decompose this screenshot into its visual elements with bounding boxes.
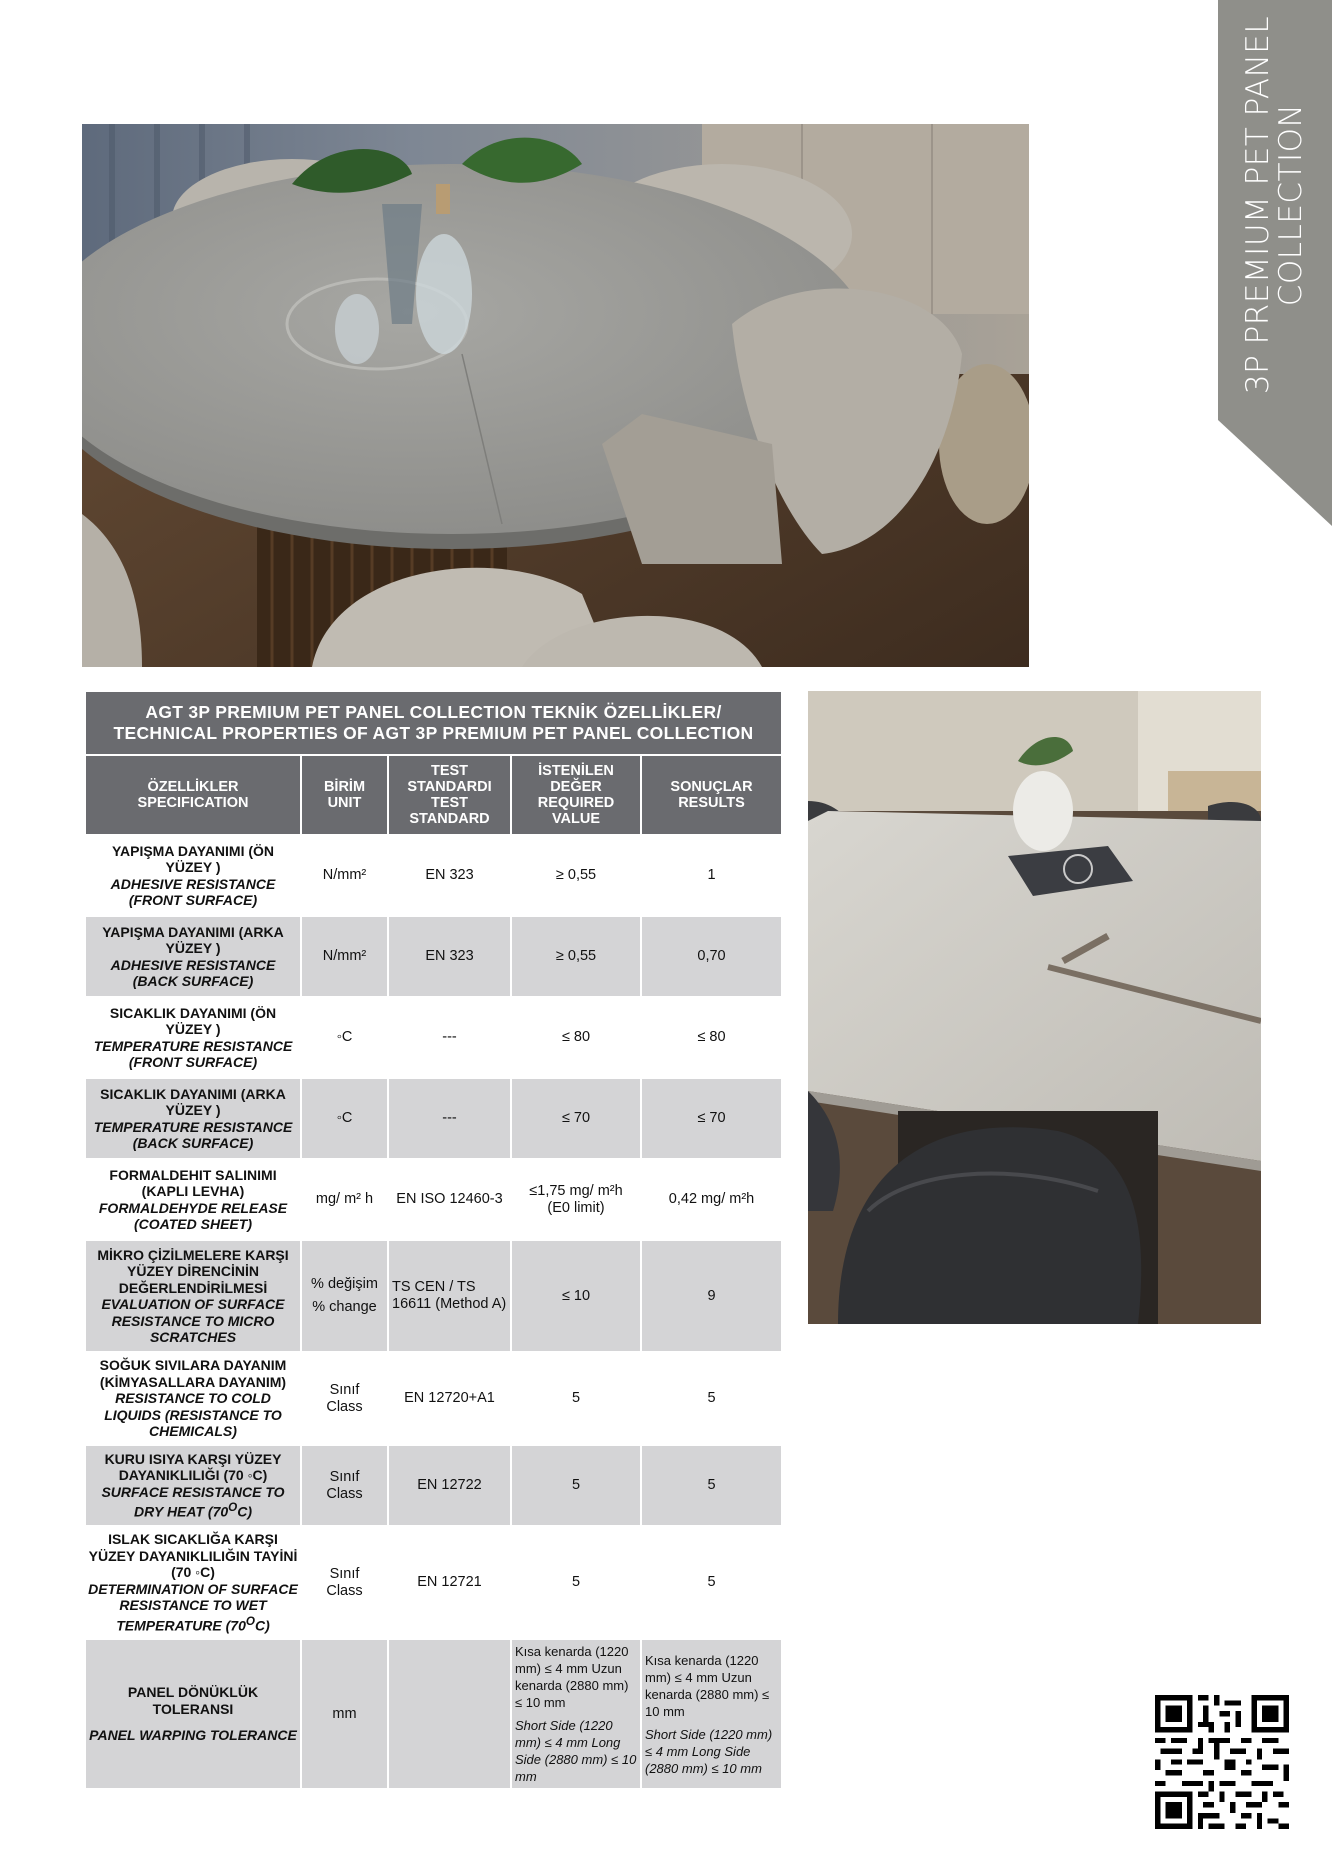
required-cell: ≤ 70 <box>511 1078 641 1159</box>
standard-cell: EN 12721 <box>388 1526 511 1639</box>
result-cell: Kısa kenarda (1220 mm) ≤ 4 mm Uzun kenarda (2880 mm) ≤ 10 mm Short Side (1220 mm) ≤ 4 mm Long Side (2880 mm) ≤ 10 mm <box>641 1639 782 1789</box>
unit-cell: % değişim % change <box>301 1240 388 1352</box>
table-title <box>85 691 782 755</box>
table-row <box>85 916 782 997</box>
spec-cell: SICAKLIK DAYANIMI (ARKA YÜZEY ) TEMPERATURE RESISTANCE (BACK SURFACE) <box>85 1078 301 1159</box>
unit-cell: Sınıf Class <box>301 1445 388 1526</box>
required-cell: 5 <box>511 1526 641 1639</box>
unit-cell: ◦C <box>301 997 388 1078</box>
table-row <box>85 835 782 916</box>
col-header-required-value: İSTENİLEN DEĞER REQUIRED VALUE <box>511 755 641 835</box>
result-cell: 1 <box>641 835 782 916</box>
collection-tab-line1: 3P PREMIUM PET PANEL <box>1240 15 1276 395</box>
table-row <box>85 1159 782 1240</box>
spec-cell: YAPIŞMA DAYANIMI (ÖN YÜZEY ) ADHESIVE RESISTANCE (FRONT SURFACE) <box>85 835 301 916</box>
collection-tab-label <box>1218 0 1332 420</box>
standard-cell: TS CEN / TS 16611 (Method A) <box>388 1240 511 1352</box>
required-cell: ≤ 10 <box>511 1240 641 1352</box>
standard-cell: --- <box>388 1078 511 1159</box>
col-header-unit: BİRİM UNIT <box>301 755 388 835</box>
result-cell: 9 <box>641 1240 782 1352</box>
spec-cell: FORMALDEHIT SALINIMI (KAPLI LEVHA) FORMALDEHYDE RELEASE (COATED SHEET) <box>85 1159 301 1240</box>
table-row <box>85 1526 782 1639</box>
unit-cell: ◦C <box>301 1078 388 1159</box>
result-cell: 0,42 mg/ m²h <box>641 1159 782 1240</box>
standard-cell: EN 323 <box>388 916 511 997</box>
standard-cell: EN ISO 12460-3 <box>388 1159 511 1240</box>
required-cell: ≥ 0,55 <box>511 916 641 997</box>
table-row <box>85 1639 782 1789</box>
required-cell: 5 <box>511 1352 641 1445</box>
spec-cell: YAPIŞMA DAYANIMI (ARKA YÜZEY ) ADHESIVE RESISTANCE (BACK SURFACE) <box>85 916 301 997</box>
required-cell: ≥ 0,55 <box>511 835 641 916</box>
standard-cell <box>388 1639 511 1789</box>
qr-code[interactable] <box>1155 1695 1289 1829</box>
collection-tab-line2: COLLECTION <box>1273 103 1309 307</box>
col-header-results: SONUÇLAR RESULTS <box>641 755 782 835</box>
spec-cell: ISLAK SICAKLIĞA KARŞI YÜZEY DAYANIKLILIĞIN TAYİNİ (70 ◦C) DETERMINATION OF SURFACE RESISTANCE TO WET TEMPERATURE $(70^OC)$ <box>85 1526 301 1639</box>
result-cell: ≤ 70 <box>641 1078 782 1159</box>
unit-cell: mm <box>301 1639 388 1789</box>
unit-cell: N/mm² <box>301 835 388 916</box>
result-cell: 5 <box>641 1352 782 1445</box>
table-row <box>85 1240 782 1352</box>
required-cell: ≤ 80 <box>511 997 641 1078</box>
standard-cell: EN 12720+A1 <box>388 1352 511 1445</box>
spec-cell: MİKRO ÇİZİLMELERE KARŞI YÜZEY DİRENCİNİN DEĞERLENDİRİLMESİ EVALUATION OF SURFACE RESISTANCE TO MICRO SCRATCHES <box>85 1240 301 1352</box>
required-cell: ≤1,75 mg/ m²h (E0 limit) <box>511 1159 641 1240</box>
square-table-photo <box>808 691 1261 1324</box>
standard-cell: --- <box>388 997 511 1078</box>
required-cell: Kısa kenarda (1220 mm) ≤ 4 mm Uzun kenarda (2880 mm) ≤ 10 mm Short Side (1220 mm) ≤ 4 mm Long Side (2880 mm) ≤ 10 mm <box>511 1639 641 1789</box>
technical-properties-table <box>84 690 783 1790</box>
spec-cell: SOĞUK SIVILARA DAYANIM (KİMYASALLARA DAYANIM) RESISTANCE TO COLD LIQUIDS (RESISTANCE TO CHEMICALS) <box>85 1352 301 1445</box>
col-header-specification: ÖZELLİKLER SPECIFICATION <box>85 755 301 835</box>
table-row <box>85 1352 782 1445</box>
spec-cell: KURU ISIYA KARŞI YÜZEY DAYANIKLILIĞI (70 ◦C) SURFACE RESISTANCE TO DRY HEAT $(70^OC)$ <box>85 1445 301 1526</box>
col-header-test-standard: TEST STANDARDI TEST STANDARD <box>388 755 511 835</box>
result-cell: 0,70 <box>641 916 782 997</box>
round-table-photo <box>82 124 1029 667</box>
unit-cell: Sınıf Class <box>301 1352 388 1445</box>
standard-cell: EN 323 <box>388 835 511 916</box>
result-cell: ≤ 80 <box>641 997 782 1078</box>
unit-cell: mg/ m² h <box>301 1159 388 1240</box>
table-row <box>85 997 782 1078</box>
unit-cell: Sınıf Class <box>301 1526 388 1639</box>
spec-cell: SICAKLIK DAYANIMI (ÖN YÜZEY ) TEMPERATURE RESISTANCE (FRONT SURFACE) <box>85 997 301 1078</box>
table-title-tr: AGT 3P PREMIUM PET PANEL COLLECTION TEKNİK ÖZELLİKLER/ <box>145 702 722 722</box>
spec-cell: PANEL DÖNÜKLÜK TOLERANSI PANEL WARPING TOLERANCE <box>85 1639 301 1789</box>
unit-cell: N/mm² <box>301 916 388 997</box>
table-row <box>85 1445 782 1526</box>
result-cell: 5 <box>641 1526 782 1639</box>
table-header-row <box>85 755 782 835</box>
result-cell: 5 <box>641 1445 782 1526</box>
table-row <box>85 1078 782 1159</box>
table-title-en: TECHNICAL PROPERTIES OF AGT 3P PREMIUM PET PANEL COLLECTION <box>113 723 754 743</box>
required-cell: 5 <box>511 1445 641 1526</box>
standard-cell: EN 12722 <box>388 1445 511 1526</box>
